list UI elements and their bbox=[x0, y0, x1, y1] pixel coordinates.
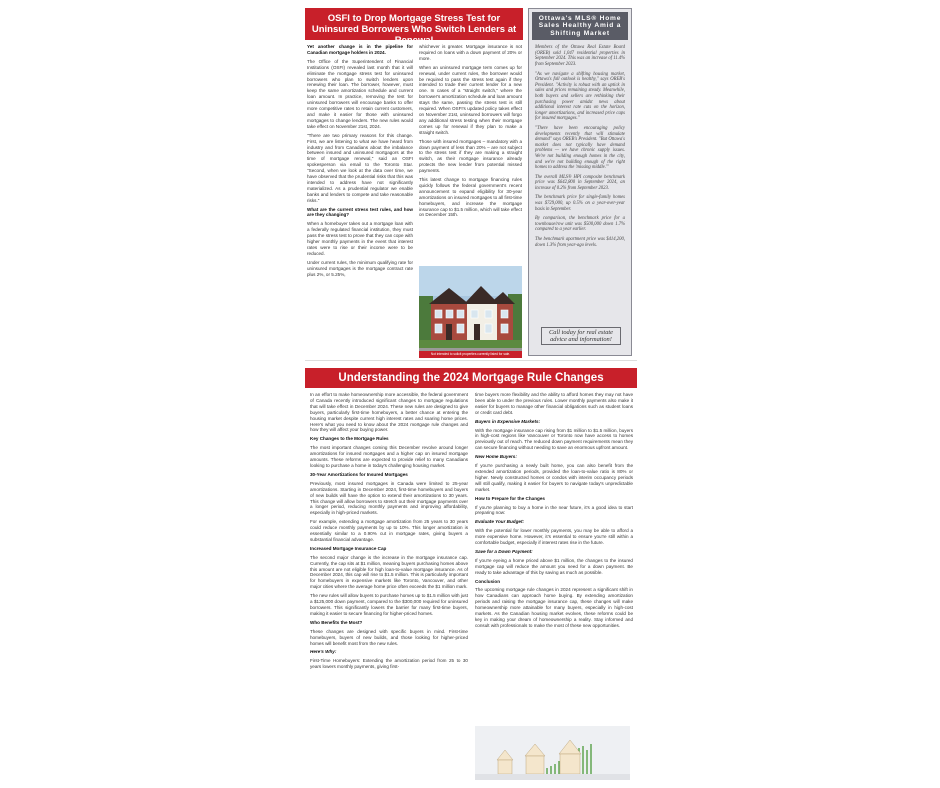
paragraph: The Office of the Superintendent of Financial Institutions (OSFI) revealed last month that it will eliminate the mortgage stress test for uninsured borrowers who plan to switch lenders upon renewing their loan. The borrower, however, must keep the same amortization schedule and current loan amount. In practice, removing the test for uninsured borrowers will encourage banks to offer more competitive rates to retain current customers, and make it easier for those with uninsured mortgages to change lenders. The new rules would take effect on November 21st, 2024. bbox=[307, 58, 413, 129]
paragraph: The most important changes coming this December revolve around longer amortizations for insured mortgages and a higher cap on insured mortgage amounts. These reforms are expected to provide relief to many Canadians looking to purchase a home in today's challenging housing market. bbox=[310, 445, 468, 468]
houses-on-chart-illustration bbox=[475, 726, 630, 780]
main-article-left-column bbox=[310, 392, 468, 784]
paragraph: The upcoming mortgage rule changes in 2024 represent a significant shift in how Canadians can approach home buying. By extending amortization periods and raising the mortgage insurance cap, these changes will make homeownership more attainable for many buyers, especially in high-cost markets. As the Canadian housing market evolves, these reforms could be key in making your dream of homeownership a reality. Stay informed and consult with professionals to make the most of these new opportunities. bbox=[475, 587, 633, 628]
paragraph: whichever is greater. Mortgage insurance is not required on loans with a down payment of 20% or more. bbox=[419, 44, 522, 61]
top-article-middle-column bbox=[419, 44, 522, 262]
subheading: Key Changes to the Mortgage Rules bbox=[310, 436, 389, 442]
house-photo bbox=[419, 266, 522, 358]
paragraph: With the mortgage insurance cap rising from $1 million to $1.5 million, buyers in high-cost regions like Vancouver or Toronto now have access to homes previously out of reach. The reduced down payment requirements mean they can secure financing without needing to save an enormous upfront amount. bbox=[475, 427, 633, 451]
subheading: How to Prepare for the Changes bbox=[475, 495, 545, 501]
subheading: Buyers in Expensive Markets: bbox=[475, 418, 541, 424]
top-article-left-column bbox=[307, 44, 413, 360]
paragraph: The second major change is the increase in the mortgage insurance cap. Currently, the cap sits at $1 million, meaning buyers purchasing homes above this amount are not eligible for high loan-to-value mortgage insurance. As of December 2024, this cap will rise to $1.5 million. This is particularly important for homebuyers in expensive markets like Toronto, Vancouver, and other major cities where the average home price often exceeds the $1 million mark. bbox=[310, 554, 468, 590]
sidebar-title: Ottawa's MLS® Home Sales Healthy Amid a Shifting Market bbox=[532, 12, 628, 40]
paragraph: In an effort to make homeownership more accessible, the federal government of Canada recently introduced significant changes to mortgage regulations that will take effect in December 2024. These new rules are designed to give buyers, particularly first-time homebuyers, a better chance at entering the housing market despite current high interest rates and soaring home prices. Here's what you need to know about the 2024 mortgage rule changes and how they will affect your buying power. bbox=[310, 392, 468, 433]
paragraph: Previously, most insured mortgages in Canada were limited to 25-year amortizations. Starting in December 2024, first-time homebuyers and buyers of new builds will have the option to extend their amortizations to 30 years. This change will allow borrowers to stretch out their mortgage payments over a longer period, reducing monthly payments and improving affordability, especially in high-priced markets. bbox=[310, 480, 468, 516]
houses-chart-photo bbox=[475, 726, 630, 780]
paragraph: The new rules will allow buyers to purchase homes up to $1.5 million with just a $125,000 down payment, compared to the $300,000 required for uninsured borrowers. This significantly lowers the barrier for many first-time buyers, making it easier to secure financing for higher-priced homes. bbox=[310, 593, 468, 616]
newsletter-page bbox=[305, 8, 637, 784]
sidebar-paragraph: The benchmark price for single-family homes was $729,000, up 0.5% on a year-over-year basis in September. bbox=[535, 195, 625, 212]
section-divider bbox=[305, 360, 637, 361]
paragraph: When a homebuyer takes out a mortgage loan with a federally regulated financial institution, they must pass the stress test to prove that they can cope with higher monthly payments in the event that interest rates were to rise or their income were to be reduced. bbox=[307, 221, 413, 256]
paragraph: "There are two primary reasons for this change. First, we are listening to what we have heard from industry and from Canadians about the imbalance between insured and uninsured mortgagors at the time of mortgage renewal," said an OSFI spokesperson via email to the Toronto Star. "Second, when we look at the data over time, we have observed that the prudential risks that this was intended to address have not significantly materialized. As a prudential regulator we enable banks and lenders to compete and take reasonable risks." bbox=[307, 132, 413, 203]
paragraph: If you're purchasing a newly built home, you can also benefit from the extended amortization periods, provided the loan-to-value ratio is 80% or higher. Newly constructed homes or condos with interim occupancy periods will still qualify, making it easier for buyers to navigate today's unpredictable market. bbox=[475, 463, 633, 492]
paragraph: time buyers more flexibility and the ability to afford homes they may not have been able to under the previous rules. Lower monthly payments also make it easier for buyers to manage other financial obligations such as student loans or credit card debt. bbox=[475, 392, 633, 415]
subheading: What are the current stress test rules, and how are they changing? bbox=[307, 206, 413, 218]
lead-paragraph: Yet another change is in the pipeline for Canadian mortgage holders in 2024. bbox=[307, 44, 413, 55]
paragraph: When an uninsured mortgage term comes up for renewal, under current rules, the borrower would be required to pass the stress test again if they intended to trade their current lender for a new one. In cases of a "straight switch," where the borrower's amortization schedule and loan amount stays the same, passing the stress test is still required. When OSFI's updated policy takes effect on November 21st, uninsured borrowers will forgo any additional stress testing when their mortgage comes up for renewal if they plan to make a straight switch. bbox=[419, 64, 522, 135]
subheading: Who Benefits the Most? bbox=[310, 619, 363, 625]
sidebar-paragraph: The overall MLS® HPI composite benchmark price was $642,800 in September 2024, an increase of 0.2% from September 2023. bbox=[535, 174, 625, 191]
paragraph: For example, extending a mortgage amortization from 25 years to 30 years could reduce monthly payments by up to 10%. This longer amortization is essentially similar to a 0.90% cut in mortgage rates, giving buyers a substantial financial advantage. bbox=[310, 519, 468, 542]
paragraph: These changes are designed with specific buyers in mind. First-time homebuyers, buyers of new builds, and those looking for higher-priced homes will benefit most from the new rules. bbox=[310, 628, 468, 646]
subheading: Evaluate Your Budget: bbox=[475, 519, 525, 525]
market-sidebar bbox=[528, 8, 632, 356]
paragraph: This latest change to mortgage financing rules quickly follows the federal government's recent announcement to expand eligibility for 30-year amortizations on insured mortgages to all first-time homebuyers, and increase the mortgage insurance cap to $1.5 million, which will take effect on December 15th. bbox=[419, 177, 522, 218]
paragraph: Those with insured mortgages – mandatory with a down payment of less than 20% – are not subject to the stress test if they are making a straight switch, as their mortgage insurance already protects the new lender from potential missed payments. bbox=[419, 138, 522, 174]
sidebar-paragraph: "There have been encouraging policy developments recently that will stimulate demand" says OREB's President. "But Ottawa's market does not typically have demand problems — we have chronic supply issues. We're not building enough homes in the city, and we're not building enough of the right homes to address the 'missing middle.'" bbox=[535, 125, 625, 171]
top-article-title: OSFI to Drop Mortgage Stress Test for Uninsured Borrowers Who Switch Lenders at Renewal bbox=[305, 8, 523, 40]
sidebar-paragraph: By comparison, the benchmark price for a townhouse/row unit was $500,000 down 1.7% compared to a year earlier. bbox=[535, 216, 625, 233]
main-article-title: Understanding the 2024 Mortgage Rule Changes bbox=[305, 368, 637, 388]
paragraph: If you're eyeing a home priced above $1 million, the changes to the insured mortgage cap will reduce the amount you need for a down payment. Be ready to take advantage of this by saving as much as possible. bbox=[475, 557, 633, 575]
sidebar-paragraph: Members of the Ottawa Real Estate Board (OREB) sold 1,047 residential properties in September 2024. This was an increase of 11.4% from September 2023. bbox=[535, 45, 625, 67]
subheading: Here's Why: bbox=[310, 649, 337, 655]
subheading: Increased Mortgage Insurance Cap bbox=[310, 545, 387, 551]
paragraph: With the potential for lower monthly payments, you may be able to afford a more expensive home. However, it's essential to ensure you're still within a comfortable budget, especially if interest rates rise in the future. bbox=[475, 528, 633, 546]
sidebar-paragraph: "As we navigate a shifting housing market, Ottawa's fall outlook is healthy," says OREB's President. "Activity is robust with an uptick in sales and prices remaining steady. Meanwhile, both buyers and sellers are rethinking their purchasing power amidst news about additional interest rate cuts on the horizon, longer amortizations, and increased price caps for insured mortgages." bbox=[535, 71, 625, 122]
townhouse-illustration bbox=[419, 266, 522, 358]
paragraph: If you're planning to buy a home in the near future, it's a good idea to start preparing now: bbox=[475, 504, 633, 516]
subheading: Conclusion bbox=[475, 578, 501, 584]
main-article-right-column bbox=[475, 392, 633, 722]
paragraph: First-Time Homebuyers: Extending the amortization period from 25 to 30 years lowers monthly payments, giving first- bbox=[310, 658, 468, 670]
paragraph: Under current rules, the minimum qualifying rate for uninsured mortgages is the mortgage contract rate plus 2%, or 5.25%, bbox=[307, 259, 413, 277]
sidebar-call-to-action: Call today for real estate advice and information! bbox=[541, 327, 621, 345]
sidebar-paragraph: The benchmark apartment price was $414,200, down 1.3% from year-ago levels. bbox=[535, 237, 625, 248]
subheading: Save for a Down Payment: bbox=[475, 548, 533, 554]
subheading: 30-Year Amortizations for Insured Mortgages bbox=[310, 471, 408, 477]
subheading: New Home Buyers: bbox=[475, 454, 517, 460]
sidebar-body bbox=[529, 43, 631, 254]
photo-caption: Not intended to solicit properties currently listed for sale. bbox=[419, 351, 522, 358]
